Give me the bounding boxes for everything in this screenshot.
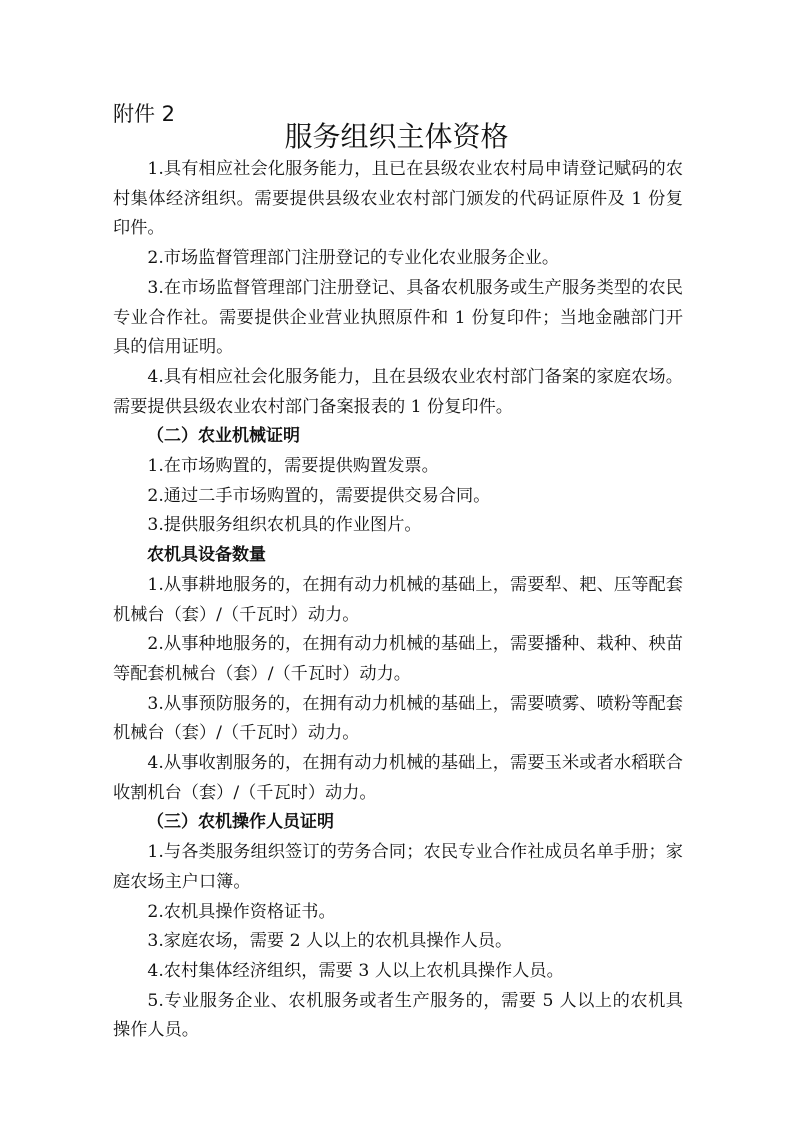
paragraph-item: 2.市场监督管理部门注册登记的专业化农业服务企业。 — [147, 248, 560, 269]
paragraph-item: 1.与各类服务组织签订的劳务合同；农民专业合作社成员名单手册；家庭农场主户口簿。 — [113, 842, 683, 892]
paragraph-item: 4.农村集体经济组织，需要 3 人以上农机具操作人员。 — [147, 960, 564, 981]
paragraph-item: 4.具有相应社会化服务能力，且在县级农业农村部门备案的家庭农场。需要提供县级农业农村部门备案报表的 1 份复印件。 — [113, 366, 683, 417]
paragraph-item: 1.从事耕地服务的，在拥有动力机械的基础上，需要犁、耙、压等配套机械台（套）/（千瓦时）动力。 — [113, 574, 683, 625]
paragraph-item: 3.从事预防服务的，在拥有动力机械的基础上，需要喷雾、喷粉等配套机械台（套）/（千瓦时）动力。 — [113, 693, 683, 744]
paragraph-item: 3.提供服务组织农机具的作业图片。 — [147, 515, 422, 536]
document-body — [113, 155, 683, 1046]
paragraph-item: 3.家庭农场，需要 2 人以上的农机具操作人员。 — [147, 931, 513, 952]
paragraph-item: 1.具有相应社会化服务能力，且已在县级农业农村局申请登记赋码的农村集体经济组织。需要提供县级农业农村部门颁发的代码证原件及 1 份复印件。 — [113, 159, 683, 239]
section-heading-machinery-proof: （二）农业机械证明 — [147, 426, 300, 447]
paragraph-item: 2.从事种地服务的，在拥有动力机械的基础上，需要播种、栽种、秧苗等配套机械台（套）/（千瓦时）动力。 — [113, 634, 683, 684]
paragraph-item: 4.从事收割服务的，在拥有动力机械的基础上，需要玉米或者水稻联合收割机台（套）/（千瓦时）动力。 — [113, 753, 683, 803]
paragraph-item: 2.农机具操作资格证书。 — [147, 901, 336, 922]
section-heading-operator-proof: （三）农机操作人员证明 — [147, 812, 334, 833]
paragraph-item: 2.通过二手市场购置的，需要提供交易合同。 — [147, 485, 491, 506]
section-heading-equipment-quantity: 农机具设备数量 — [147, 545, 266, 566]
paragraph-item: 1.在市场购置的，需要提供购置发票。 — [147, 456, 439, 477]
attachment-label: 附件 2 — [113, 102, 176, 126]
paragraph-item: 3.在市场监督管理部门注册登记、具备农机服务或生产服务类型的农民专业合作社。需要提供企业营业执照原件和 1 份复印件；当地金融部门开具的信用证明。 — [113, 277, 683, 358]
document-title: 服务组织主体资格 — [284, 120, 509, 153]
paragraph-item: 5.专业服务企业、农机服务或者生产服务的，需要 5 人以上的农机具操作人员。 — [113, 990, 683, 1041]
